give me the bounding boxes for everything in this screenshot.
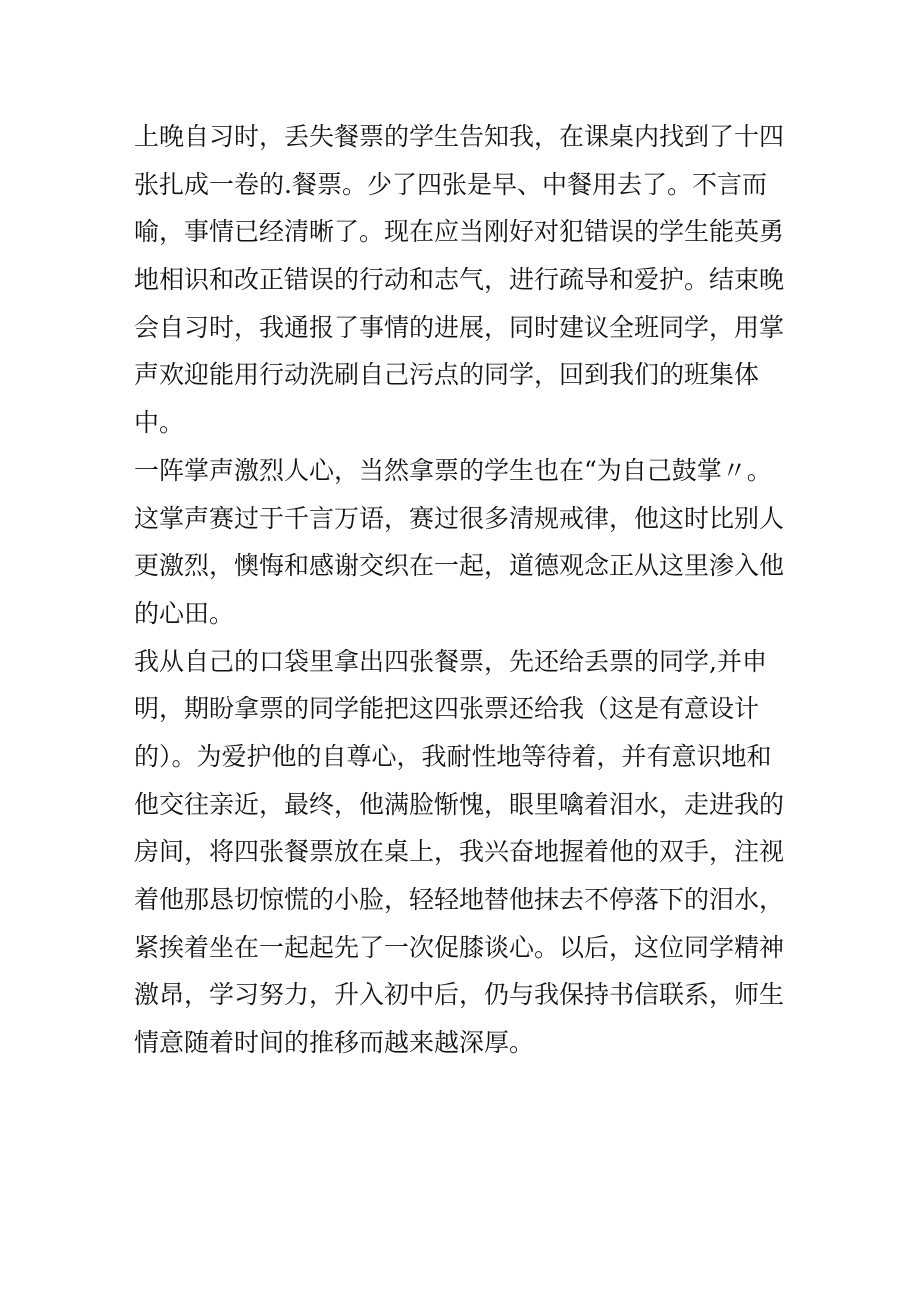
paragraph-line: 中。 xyxy=(134,408,185,438)
paragraph-line: 张扎成一卷的.餐票。少了四张是早、中餐用去了。不言而 xyxy=(134,169,767,199)
paragraph-1 xyxy=(134,113,794,447)
paragraph-line: 的）。为爱护他的自尊心，我耐性地等待着，并有意识地和 xyxy=(134,741,772,771)
paragraph-line: 上晚自习时，丢失餐票的学生告知我，在课桌内找到了十四 xyxy=(134,122,785,151)
paragraph-line: 一阵掌声激烈人心，当然拿票的学生也在“为自己鼓掌〃。 xyxy=(134,455,772,485)
paragraph-line: 更激烈，懊悔和感谢交织在一起，道德观念正从这里渗入他 xyxy=(134,551,785,581)
paragraph-line: 激昂，学习努力，升入初中后，仍与我保持书信联系，师生 xyxy=(134,980,785,1010)
paragraph-line: 紧挨着坐在一起起先了一次促膝谈心。以后，这位同学精神 xyxy=(134,932,785,962)
paragraph-line: 我从自己的口袋里拿出四张餐票，先还给丢票的同学,并申 xyxy=(134,646,767,676)
paragraph-3 xyxy=(134,638,794,1067)
paragraph-line: 喻，事情已经清晰了。现在应当刚好对犯错误的学生能英勇 xyxy=(134,217,785,247)
paragraph-line: 房间，将四张餐票放在桌上，我兴奋地握着他的双手，注视 xyxy=(134,837,785,867)
document-body xyxy=(134,113,794,1067)
paragraph-line: 会自习时，我通报了事情的进展，同时建议全班同学，用掌 xyxy=(134,312,785,342)
paragraph-line: 这掌声赛过于千言万语，赛过很多清规戒律，他这时比别人 xyxy=(134,503,785,533)
paragraph-line: 地相识和改正错误的行动和志气，进行疏导和爱护。结束晚 xyxy=(134,265,785,295)
paragraph-line: 情意随着时间的推移而越来越深厚。 xyxy=(134,1028,535,1058)
paragraph-line: 声欢迎能用行动洗刷自己污点的同学，回到我们的班集体 xyxy=(134,360,760,390)
paragraph-line: 着他那恳切惊慌的小脸，轻轻地替他抹去不停落下的泪水， xyxy=(134,885,785,914)
paragraph-line: 的心田。 xyxy=(134,598,235,628)
paragraph-2 xyxy=(134,447,794,638)
paragraph-line: 他交往亲近，最终，他满脸惭愧，眼里噙着泪水，走进我的 xyxy=(134,789,785,819)
paragraph-line: 明，期盼拿票的同学能把这四张票还给我（这是有意设计 xyxy=(134,694,760,724)
